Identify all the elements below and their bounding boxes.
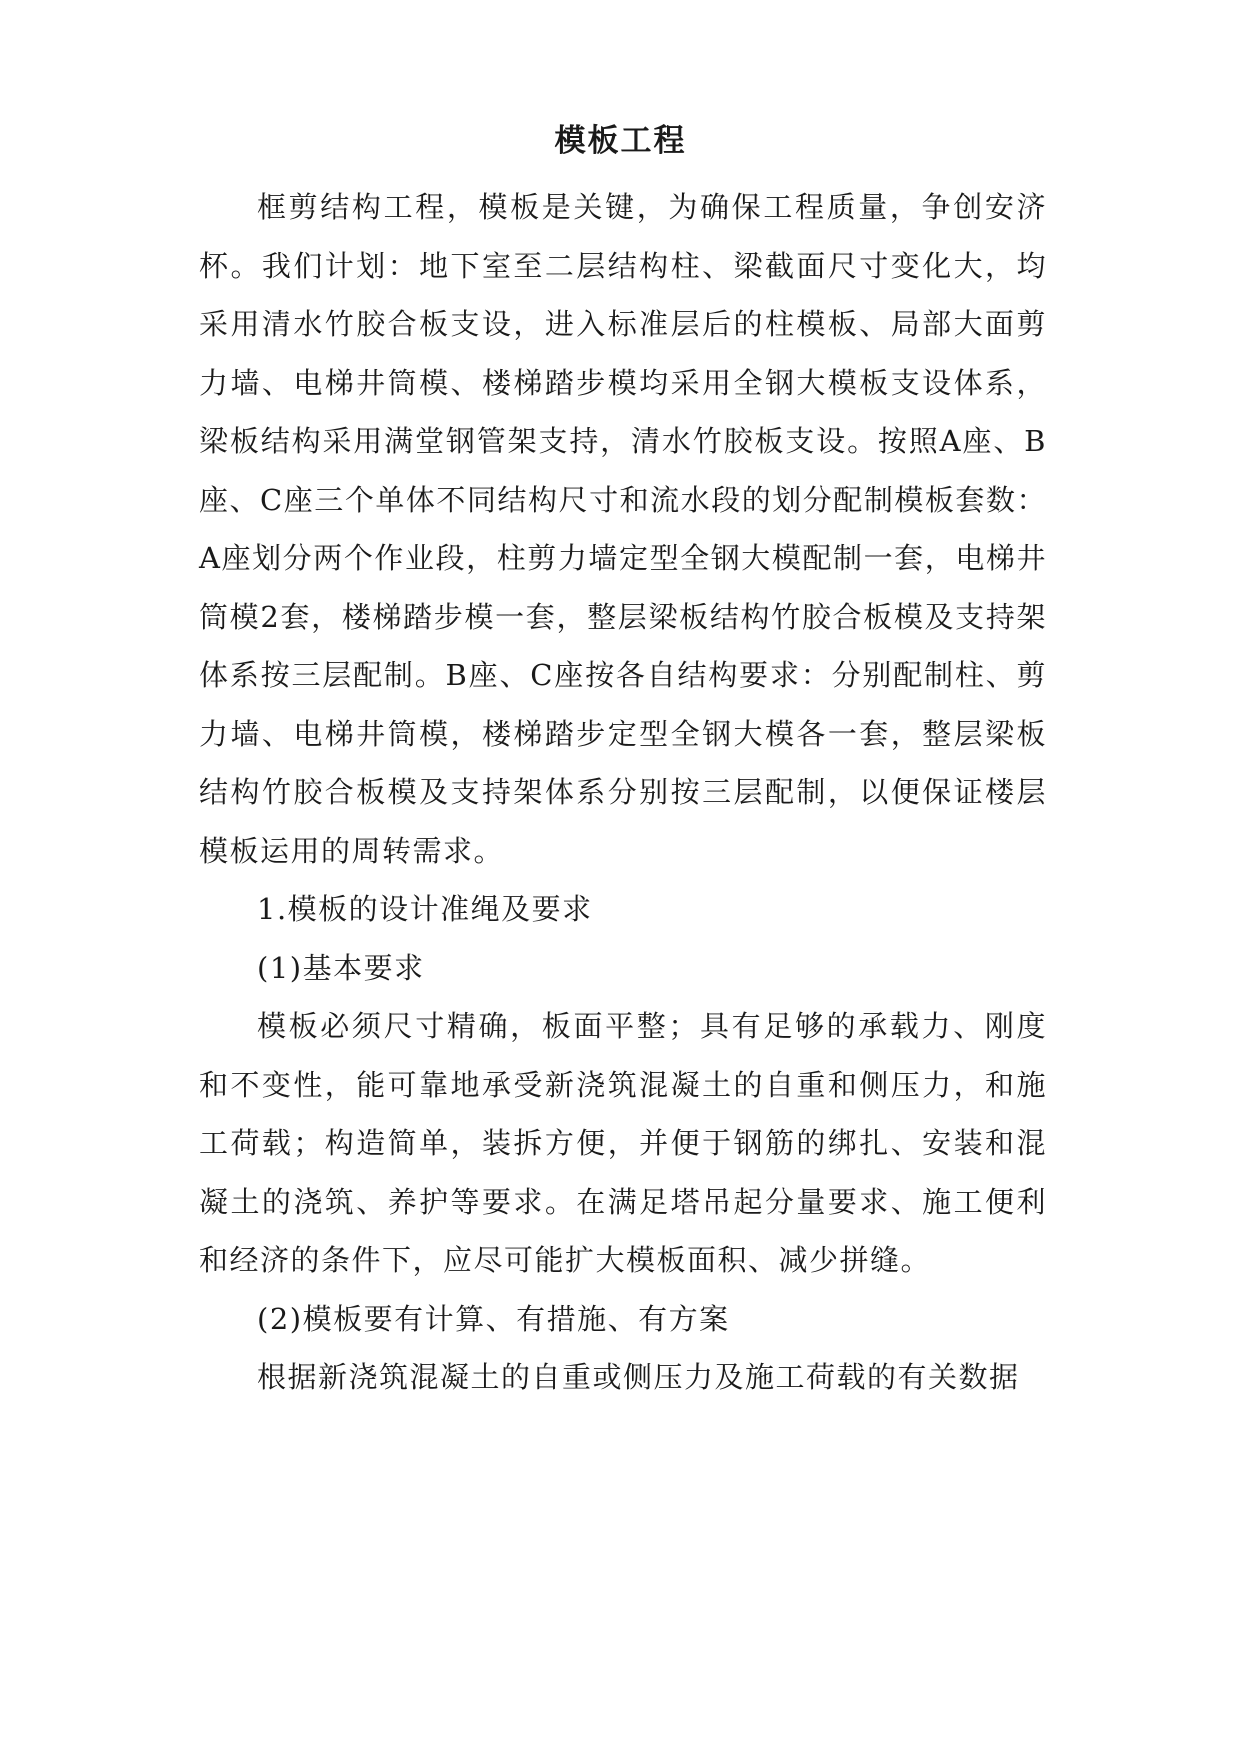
paragraph-calculation-plan: 根据新浇筑混凝土的自重或侧压力及施工荷载的有关数据 (257, 1360, 1020, 1394)
paragraph-basic-requirements: 模板必须尺寸精确，板面平整；具有足够的承载力、刚度和不变性，能可靠地承受新浇筑混凝土的自重和侧压力，和施工荷载；构造简单，装拆方便，并便于钢筋的绑扎、安装和混凝土的浇筑、养护等要求。在满足塔吊起分量要求、施工便利和经济的条件下，应尽可能扩大模板面积、减少拼缝。 (199, 1009, 1047, 1277)
subsection-heading-basic-requirements: (1)基本要求 (257, 950, 425, 985)
section-heading-design-principles: 1.模板的设计准绳及要求 (257, 892, 593, 926)
document-body (199, 178, 1047, 1407)
page-title: 模板工程 (554, 123, 687, 159)
subsection-heading-calculation-plan: (2)模板要有计算、有措施、有方案 (257, 1301, 730, 1336)
paragraph-intro: 框剪结构工程，模板是关键，为确保工程质量，争创安济杯。我们计划：地下室至二层结构柱、梁截面尺寸变化大，均采用清水竹胶合板支设，进入标准层后的柱模板、局部大面剪力墙、电梯井筒模、楼梯踏步模均采用全钢大模板支设体系，梁板结构采用满堂钢管架支持，清水竹胶板支设。按照A座、B座、C座三个单体不同结构尺寸和流水段的划分配制模板套数：A座划分两个作业段，柱剪力墙定型全钢大模配制一套，电梯井筒模2套，楼梯踏步模一套，整层梁板结构竹胶合板模及支持架体系按三层配制。B座、C座按各自结构要求：分别配制柱、剪力墙、电梯井筒模，楼梯踏步定型全钢大模各一套，整层梁板结构竹胶合板模及支持架体系分别按三层配制，以便保证楼层模板运用的周转需求。 (199, 190, 1047, 868)
